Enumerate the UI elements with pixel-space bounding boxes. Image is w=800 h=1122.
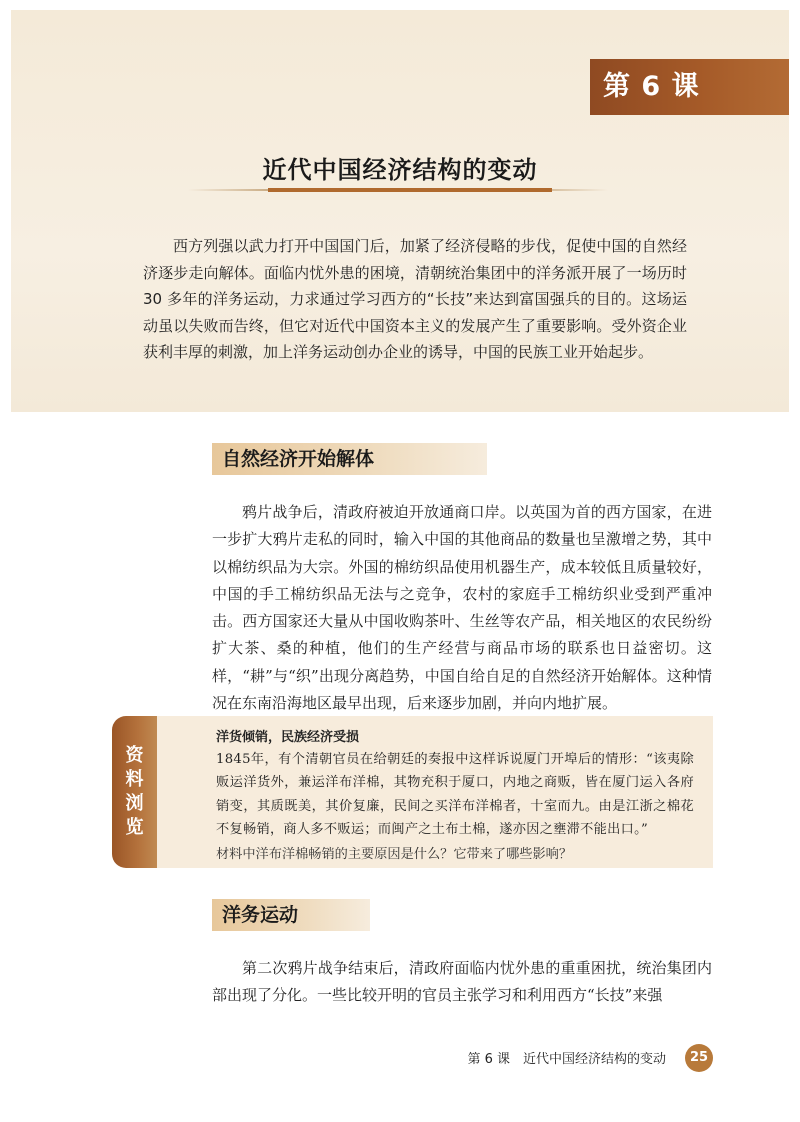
section-paragraph-westernization: 第二次鸦片战争结束后，清政府面临内忧外患的重重困扰，统治集团内部出现了分化。一些比较开明的官员主张学习和利用西方“长技”来强: [212, 959, 712, 1005]
footer-running-title: 第 6 课 近代中国经济结构的变动: [467, 1052, 666, 1067]
material-browse-label-text: 资料浏览: [125, 745, 144, 838]
section-heading-westernization: 洋务运动: [212, 899, 370, 931]
lesson-number-badge: 第 6 课: [590, 59, 789, 115]
intro-paragraph: 西方列强以武力打开中国国门后，加紧了经济侵略的步伐，促使中国的自然经济逐步走向解体。面临内忧外患的困境，清朝统治集团中的洋务派开展了一场历时 30 多年的洋务运动，力求通过学习西方的“长技”来达到富国强兵的目的。这场运动虽以失败而告终，但它对近代中国资本主义的发展产生了重要影响。受外资企业获利丰厚的刺激，加上洋务运动创办企业的诱导，中国的民族工业开始起步。: [143, 237, 687, 362]
material-title: 洋货倾销，民族经济受损: [216, 730, 360, 745]
section-heading-natural-economy: 自然经济开始解体: [212, 443, 487, 475]
lesson-title: 近代中国经济结构的变动: [262, 156, 538, 184]
material-quote: 1845年，有个清朝官员在给朝廷的奏报中这样诉说厦门开埠后的情形：“该夷除贩运洋货外，兼运洋布洋棉，其物充积于厦口，内地之商贩，皆在厦门运入各府销变，其质既美，其价复廉，民间之买洋布洋棉者，十室而九。由是江浙之棉花不复畅销，商人多不贩运；而闽产之土布土棉，遂亦因之壅滞不能出口。”: [216, 752, 694, 838]
material-question: 材料中洋布洋棉畅销的主要原因是什么？它带来了哪些影响？: [216, 847, 573, 862]
material-browse-label: [112, 744, 157, 840]
section-paragraph-natural-economy: 鸦片战争后，清政府被迫开放通商口岸。以英国为首的西方国家，在进一步扩大鸦片走私的同时，输入中国的其他商品的数量也呈激增之势，其中以棉纺织品为大宗。外国的棉纺织品使用机器生产，成本较低且质量较好，中国的手工棉纺织品无法与之竞争，农村的家庭手工棉纺织业受到严重冲击。西方国家还大量从中国收购茶叶、生丝等农产品，相关地区的农民纷纷扩大茶、桑的种植，他们的生产经营与商品市场的联系也日益密切。这样，“耕”与“织”出现分离趋势，中国自给自足的自然经济开始解体。这种情况在东南沿海地区最早出现，后来逐步加剧，并向内地扩展。: [212, 503, 712, 713]
page-number: 25: [685, 1044, 713, 1072]
title-underline-accent: [268, 188, 552, 192]
material-browse-tab: [112, 716, 157, 868]
